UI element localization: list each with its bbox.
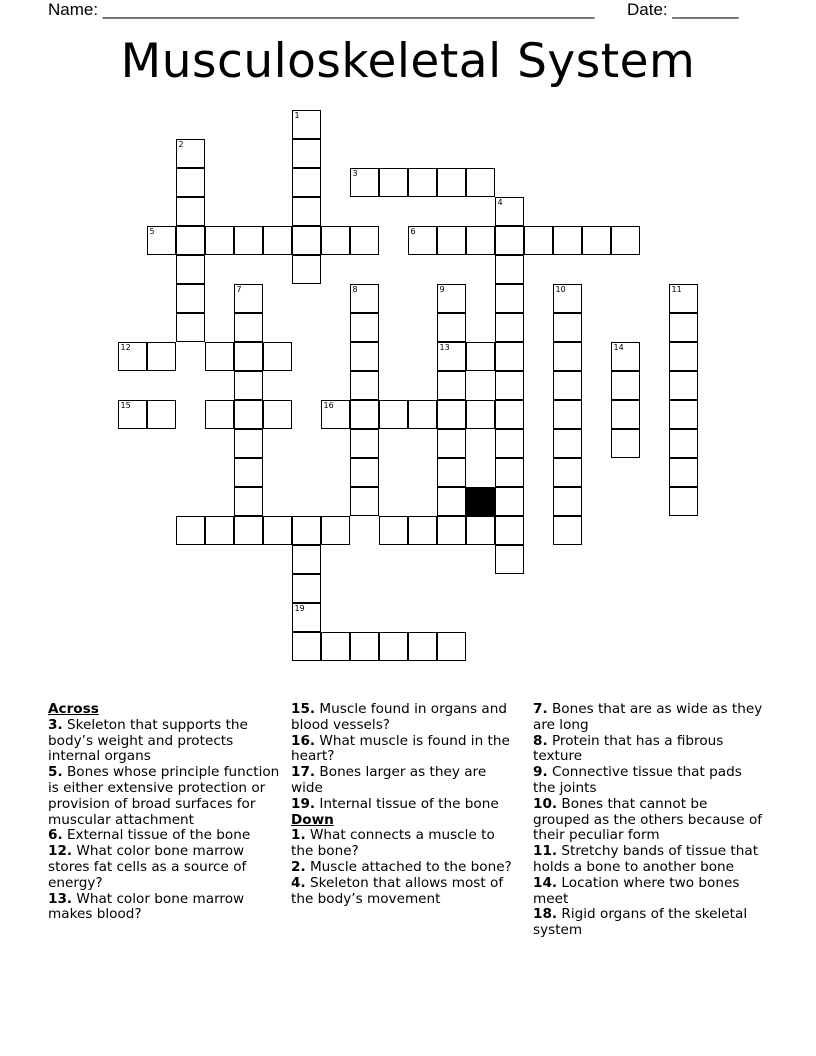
clue (533, 734, 765, 766)
crossword-cell[interactable] (466, 342, 495, 371)
clues-column-1 (48, 702, 280, 923)
crossword-cell[interactable] (118, 400, 147, 429)
crossword-cell[interactable] (495, 226, 524, 255)
crossword-cell[interactable] (437, 429, 466, 458)
crossword-cell[interactable] (669, 400, 698, 429)
clue-text: Bones that cannot be grouped as the others because of their peculiar form (533, 795, 763, 844)
clue-number: 1. (291, 827, 306, 844)
crossword-cell[interactable] (176, 255, 205, 284)
clue-text: Bones whose principle function is either extensive protection or provision of broad surfaces for muscular attachment (48, 764, 280, 828)
crossword-cell[interactable] (495, 342, 524, 371)
clue-number: 6. (48, 827, 63, 844)
crossword-cell[interactable] (466, 400, 495, 429)
crossword-cell[interactable] (350, 632, 379, 661)
crossword-cell[interactable] (495, 458, 524, 487)
crossword-cell[interactable] (437, 168, 466, 197)
date-field-label[interactable]: Date: _______ (627, 0, 739, 19)
crossword-cell[interactable] (350, 487, 379, 516)
crossword-cell[interactable] (234, 371, 263, 400)
crossword-cell[interactable] (205, 400, 234, 429)
crossword-cell[interactable] (379, 516, 408, 545)
clue-number: 9. (533, 764, 548, 781)
clue-number: 7. (533, 701, 548, 717)
across-heading: Across (48, 701, 99, 717)
crossword-cell[interactable] (350, 226, 379, 255)
crossword-cell[interactable] (553, 371, 582, 400)
crossword-cell[interactable] (234, 342, 263, 371)
clue-number: 12. (48, 843, 73, 860)
crossword-cell[interactable] (669, 487, 698, 516)
clue (291, 876, 519, 908)
clue-text: Location where two bones meet (533, 874, 740, 907)
crossword-cell[interactable] (350, 400, 379, 429)
crossword-cell[interactable] (495, 371, 524, 400)
crossword-cell[interactable] (176, 313, 205, 342)
crossword-cell[interactable] (495, 429, 524, 458)
clue (533, 797, 765, 844)
clue-number: 3 (352, 169, 358, 178)
clue (48, 765, 280, 828)
clue (533, 907, 765, 939)
clue-number: 5. (48, 764, 63, 781)
clue-number: 1 (294, 111, 300, 120)
clue-number: 3. (48, 716, 63, 733)
crossword-cell[interactable] (437, 342, 466, 371)
clue-text: Protein that has a fibrous texture (533, 732, 724, 765)
crossword-cell[interactable] (379, 168, 408, 197)
crossword-cell[interactable] (408, 400, 437, 429)
crossword-cell[interactable] (553, 342, 582, 371)
crossword-cell[interactable] (437, 371, 466, 400)
crossword-cell[interactable] (234, 400, 263, 429)
crossword-cell[interactable] (118, 342, 147, 371)
crossword-block (466, 487, 495, 516)
crossword-cell[interactable] (292, 545, 321, 574)
clue-text: Muscle attached to the bone? (309, 858, 512, 875)
clue-text: Bones larger as they are wide (291, 764, 487, 796)
clue (48, 828, 280, 844)
crossword-cell[interactable] (292, 139, 321, 168)
crossword-cell[interactable] (292, 168, 321, 197)
crossword-cell[interactable] (669, 313, 698, 342)
clue-number: 19. (291, 795, 316, 812)
crossword-cell[interactable] (437, 458, 466, 487)
crossword-cell[interactable] (292, 516, 321, 545)
crossword-cell[interactable] (669, 284, 698, 313)
crossword-cell[interactable] (292, 197, 321, 226)
page-title: Musculoskeletal System (120, 34, 696, 89)
crossword-cell[interactable] (292, 574, 321, 603)
clue-text: What color bone marrow stores fat cells as a source of energy? (48, 843, 247, 891)
crossword-cell[interactable] (350, 284, 379, 313)
crossword-cell[interactable] (350, 371, 379, 400)
crossword-cell[interactable] (611, 226, 640, 255)
crossword-cell[interactable] (321, 226, 350, 255)
crossword-cell[interactable] (437, 313, 466, 342)
clue-text: External tissue of the bone (66, 827, 251, 844)
crossword-cell[interactable] (495, 197, 524, 226)
name-field-label[interactable]: Name: ____________________________________________________ (48, 0, 595, 19)
crossword-cell[interactable] (437, 400, 466, 429)
crossword-cell[interactable] (263, 400, 292, 429)
clue-text: What color bone marrow makes blood? (48, 890, 245, 923)
crossword-cell[interactable] (321, 632, 350, 661)
clue-number: 13. (48, 890, 73, 907)
clues-column-2 (291, 702, 519, 907)
crossword-cell[interactable] (263, 342, 292, 371)
crossword-cell[interactable] (582, 226, 611, 255)
clue (533, 876, 765, 908)
crossword-cell[interactable] (147, 226, 176, 255)
crossword-cell[interactable] (147, 400, 176, 429)
crossword-cell[interactable] (611, 400, 640, 429)
clue-number: 4 (497, 198, 503, 207)
crossword-cell[interactable] (292, 632, 321, 661)
crossword-cell[interactable] (292, 255, 321, 284)
clue (291, 828, 519, 860)
crossword-cell[interactable] (234, 313, 263, 342)
crossword-cell[interactable] (176, 197, 205, 226)
clue (291, 734, 519, 766)
crossword-cell[interactable] (408, 516, 437, 545)
crossword-cell[interactable] (553, 487, 582, 516)
crossword-cell[interactable] (437, 284, 466, 313)
crossword-cell[interactable] (408, 632, 437, 661)
clue-number: 7 (236, 285, 242, 294)
clue-text: Muscle found in organs and blood vessels? (291, 701, 507, 733)
crossword-cell[interactable] (234, 226, 263, 255)
crossword-cell[interactable] (437, 516, 466, 545)
clue-text: Connective tissue that pads the joints (533, 764, 742, 796)
clue-number: 11 (671, 285, 682, 294)
crossword-cell[interactable] (553, 226, 582, 255)
crossword-cell[interactable] (437, 487, 466, 516)
clue-number: 16. (291, 732, 316, 749)
crossword-cell[interactable] (350, 313, 379, 342)
clue-number: 13 (439, 343, 450, 352)
crossword-cell[interactable] (350, 342, 379, 371)
clue-text: Rigid organs of the skeletal system (533, 906, 748, 939)
clue-number: 4. (291, 874, 306, 891)
clue-number: 10 (555, 285, 566, 294)
crossword-cell[interactable] (292, 110, 321, 139)
crossword-cell[interactable] (611, 371, 640, 400)
clue-number: 5 (149, 227, 155, 236)
crossword-cell[interactable] (611, 429, 640, 458)
clue-number: 2. (291, 858, 306, 875)
clue (291, 702, 519, 734)
clue (533, 702, 765, 734)
clue (291, 860, 519, 876)
clue-number: 2 (178, 140, 184, 149)
clue-number: 16 (323, 401, 334, 410)
crossword-cell[interactable] (553, 458, 582, 487)
crossword-cell[interactable] (669, 429, 698, 458)
crossword-cell[interactable] (466, 168, 495, 197)
clues-column-3 (533, 702, 765, 939)
clue-number: 17. (291, 764, 316, 781)
clue-number: 12 (120, 343, 131, 352)
clue (48, 718, 280, 765)
clue-number: 14. (533, 874, 558, 891)
crossword-cell[interactable] (176, 139, 205, 168)
clue-number: 8. (533, 732, 548, 749)
crossword-cell[interactable] (147, 342, 176, 371)
crossword-cell[interactable] (408, 168, 437, 197)
clue (533, 765, 765, 797)
clue-number: 9 (439, 285, 445, 294)
crossword-cell[interactable] (350, 458, 379, 487)
crossword-cell[interactable] (437, 632, 466, 661)
crossword-cell[interactable] (466, 516, 495, 545)
crossword-cell[interactable] (205, 516, 234, 545)
clue-number: 14 (613, 343, 624, 352)
crossword-cell[interactable] (350, 429, 379, 458)
crossword-cell[interactable] (495, 487, 524, 516)
crossword-cell[interactable] (176, 284, 205, 313)
crossword-cell[interactable] (669, 342, 698, 371)
down-heading: Down (291, 811, 334, 828)
crossword-cell[interactable] (205, 342, 234, 371)
clue-number: 10. (533, 795, 558, 812)
clue-text: Skeleton that allows most of the body’s movement (291, 874, 504, 907)
clue (533, 844, 765, 876)
clue-text: Stretchy bands of tissue that holds a bone to another bone (533, 843, 759, 875)
crossword-cell[interactable] (495, 313, 524, 342)
crossword-cell[interactable] (176, 168, 205, 197)
crossword-cell[interactable] (553, 516, 582, 545)
crossword-cell[interactable] (234, 516, 263, 545)
crossword-cell[interactable] (263, 516, 292, 545)
clue (48, 892, 280, 924)
crossword-cell[interactable] (321, 516, 350, 545)
clue-number: 19 (294, 604, 305, 613)
crossword-cell[interactable] (350, 168, 379, 197)
clue (291, 765, 519, 797)
crossword-cell[interactable] (553, 429, 582, 458)
crossword-cell[interactable] (553, 313, 582, 342)
clue (291, 797, 519, 813)
crossword-cell[interactable] (408, 226, 437, 255)
crossword-cell[interactable] (292, 226, 321, 255)
crossword-cell[interactable] (669, 371, 698, 400)
clue (48, 844, 280, 891)
crossword-cell[interactable] (321, 400, 350, 429)
crossword-cell[interactable] (437, 226, 466, 255)
crossword-cell[interactable] (553, 400, 582, 429)
clue-number: 6 (410, 227, 416, 236)
crossword-cell[interactable] (205, 226, 234, 255)
crossword-cell[interactable] (234, 487, 263, 516)
clue-number: 15. (291, 701, 316, 717)
crossword-cell[interactable] (234, 429, 263, 458)
crossword-cell[interactable] (611, 342, 640, 371)
crossword-cell[interactable] (553, 284, 582, 313)
clue-text: Bones that are as wide as they are long (533, 701, 763, 733)
clue-text: What muscle is found in the heart? (291, 732, 510, 765)
crossword-cell[interactable] (234, 284, 263, 313)
clue-text: Skeleton that supports the body’s weight and protects internal organs (48, 716, 248, 765)
crossword-cell[interactable] (495, 284, 524, 313)
clue-number: 15 (120, 401, 131, 410)
crossword-cell[interactable] (379, 632, 408, 661)
crossword-cell[interactable] (234, 458, 263, 487)
clue-number: 8 (352, 285, 358, 294)
crossword-cell[interactable] (495, 400, 524, 429)
clue-text: What connects a muscle to the bone? (291, 827, 495, 860)
clue-number: 11. (533, 843, 558, 860)
clue-number: 18. (533, 906, 558, 923)
crossword-cell[interactable] (292, 603, 321, 632)
clue-text: Internal tissue of the bone (319, 795, 499, 812)
crossword-cell[interactable] (176, 516, 205, 545)
crossword-cell[interactable] (176, 226, 205, 255)
crossword-cell[interactable] (495, 545, 524, 574)
crossword-cell[interactable] (524, 226, 553, 255)
crossword-cell[interactable] (466, 226, 495, 255)
crossword-cell[interactable] (263, 226, 292, 255)
crossword-cell[interactable] (379, 400, 408, 429)
crossword-cell[interactable] (669, 458, 698, 487)
crossword-cell[interactable] (495, 516, 524, 545)
crossword-cell[interactable] (495, 255, 524, 284)
